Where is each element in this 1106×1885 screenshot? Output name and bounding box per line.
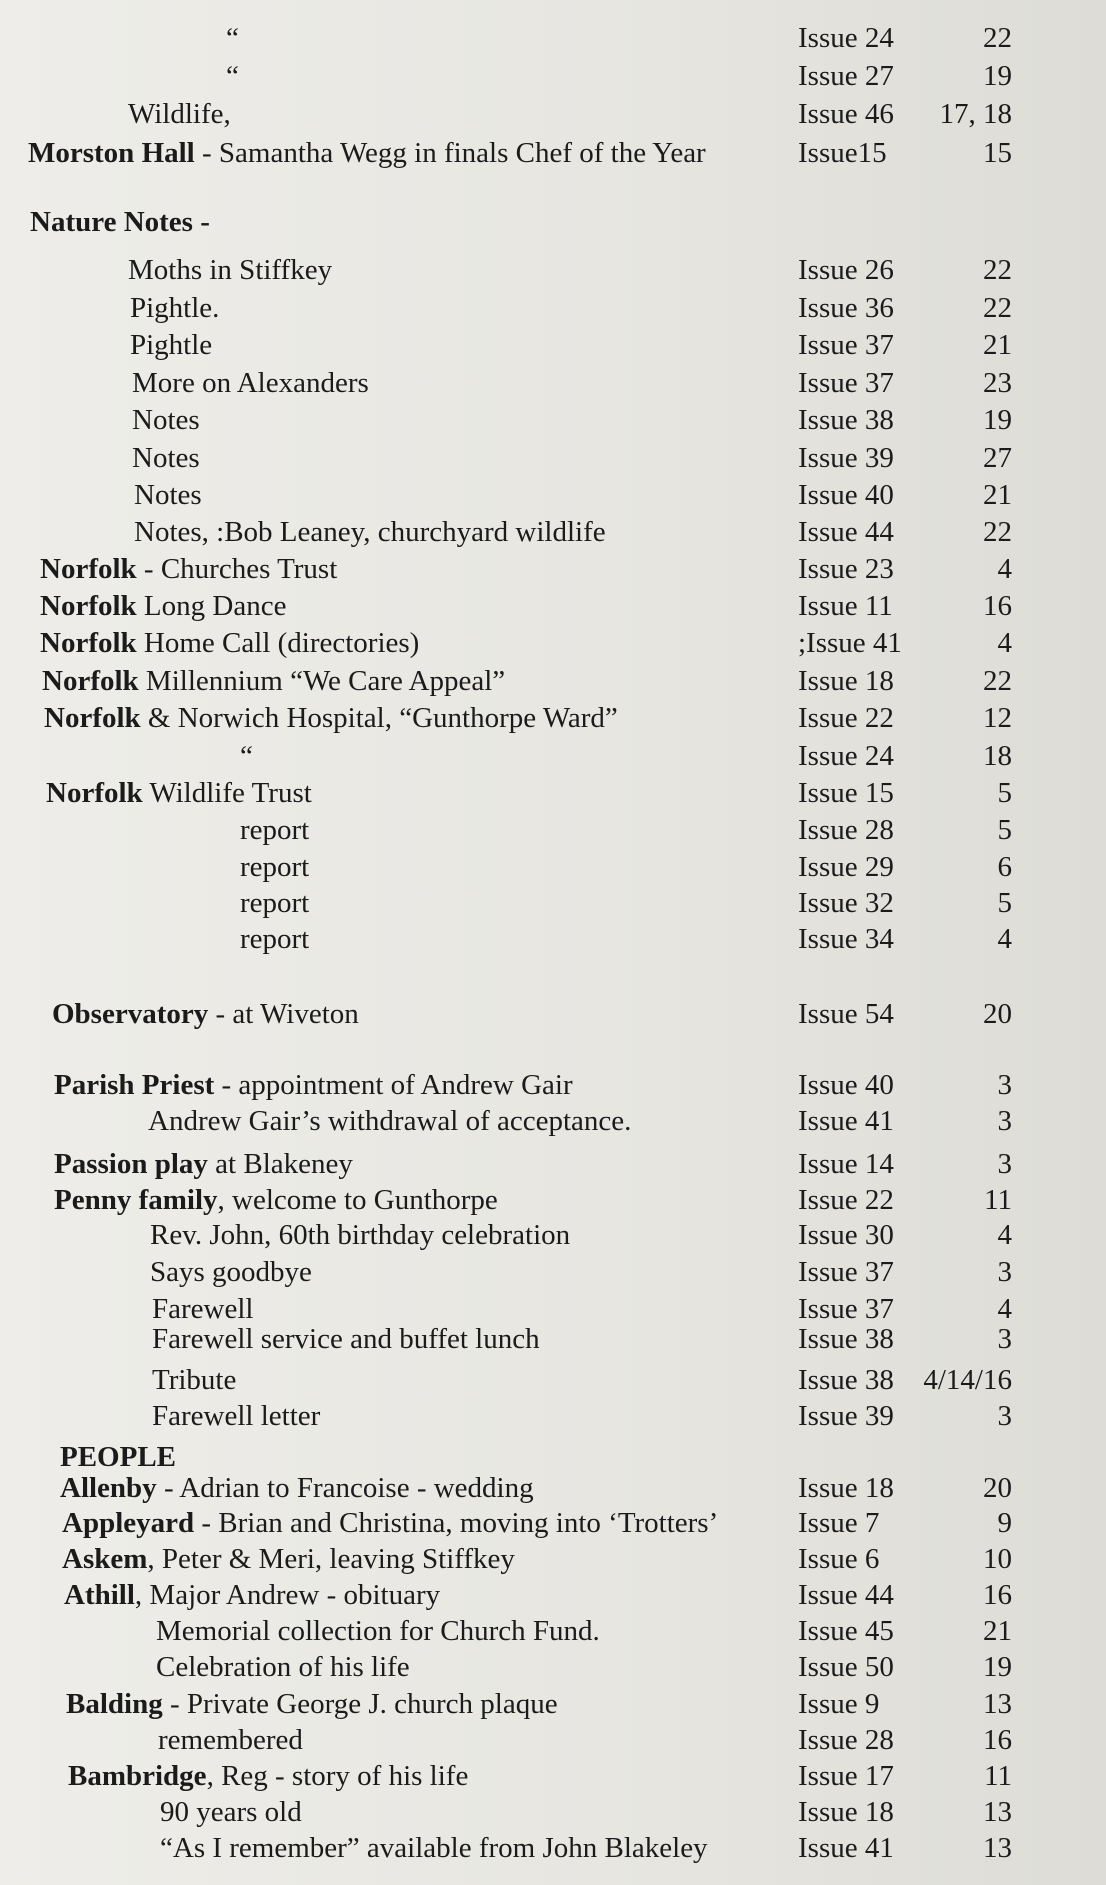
index-entry-text: [132, 365, 369, 401]
index-entry-description: Wildlife,: [128, 98, 231, 130]
index-entry-description: Farewell: [152, 1293, 254, 1325]
index-entry-text: [240, 885, 309, 921]
issue-number: Issue 45: [798, 1615, 894, 1647]
index-entry-heading: Morston Hall: [28, 137, 195, 169]
index-entry-description: - Adrian to Francoise - wedding: [156, 1472, 534, 1504]
index-entry-heading: Passion play: [54, 1148, 208, 1180]
index-entry-heading: Balding: [66, 1688, 163, 1720]
index-entry-text: [128, 96, 231, 132]
index-entry-description: - Private George J. church plaque: [162, 1688, 558, 1720]
index-entry-text: [40, 625, 419, 661]
index-entry-description: - Churches Trust: [136, 553, 338, 585]
index-entry-text: [62, 1505, 718, 1541]
issue-number: Issue 50: [798, 1651, 894, 1683]
index-row: [0, 849, 1106, 885]
page-number: 4: [997, 627, 1012, 659]
index-row: [0, 1722, 1106, 1758]
index-entry-text: [54, 1146, 353, 1182]
page-number: 3: [997, 1256, 1012, 1288]
index-entry-description: report: [240, 851, 310, 883]
page-number: 19: [983, 1651, 1012, 1683]
index-row: [0, 1103, 1106, 1139]
page-number: 22: [983, 292, 1012, 324]
index-row: [0, 440, 1106, 476]
index-entry-description: “: [240, 740, 253, 772]
index-entry-heading: Observatory: [52, 998, 209, 1030]
index-row: [0, 996, 1106, 1032]
index-row: [0, 96, 1106, 132]
issue-number: Issue 15: [798, 777, 894, 809]
index-entry-text: [128, 252, 332, 288]
issue-number: ;Issue 41: [798, 627, 902, 659]
page-number: 3: [997, 1105, 1012, 1137]
page-number: 18: [983, 740, 1012, 772]
page-number: 13: [983, 1688, 1012, 1720]
index-entry-text: [240, 849, 309, 885]
index-entry-text: [60, 1470, 534, 1506]
index-row: [0, 1362, 1106, 1398]
page-number: 13: [983, 1832, 1012, 1864]
index-entry-text: [62, 1541, 515, 1577]
issue-number: Issue 30: [798, 1219, 894, 1251]
index-entry-heading: Norfolk: [40, 553, 137, 585]
index-entry-heading: Norfolk: [46, 777, 143, 809]
index-entry-description: Notes: [132, 404, 200, 436]
index-row: [0, 625, 1106, 661]
issue-number: Issue 18: [798, 665, 894, 697]
index-entry-text: [152, 1362, 236, 1398]
issue-number: Issue 26: [798, 254, 894, 286]
index-entry-description: “As I remember” available from John Blakeley: [160, 1832, 708, 1864]
issue-number: Issue 38: [798, 1364, 894, 1396]
index-entry-text: [40, 588, 286, 624]
index-row: [0, 1649, 1106, 1685]
index-entry-description: “: [226, 22, 239, 54]
index-row: [0, 1146, 1106, 1182]
issue-number: Issue 29: [798, 851, 894, 883]
issue-number: Issue 44: [798, 516, 894, 548]
issue-number: Issue 27: [798, 60, 894, 92]
issue-number: Issue 24: [798, 740, 894, 772]
issue-number: Issue 44: [798, 1579, 894, 1611]
page-number: 3: [997, 1069, 1012, 1101]
index-row: [0, 135, 1106, 171]
index-entry-description: Celebration of his life: [156, 1651, 410, 1683]
index-row: [0, 921, 1106, 957]
page-number: 11: [984, 1184, 1012, 1216]
issue-number: Issue 28: [798, 814, 894, 846]
page-number: 17, 18: [939, 98, 1012, 130]
page-number: 22: [983, 516, 1012, 548]
index-row: [0, 1217, 1106, 1253]
issue-number: Issue 22: [798, 1184, 894, 1216]
issue-number: Issue 39: [798, 442, 894, 474]
page-number: 21: [983, 329, 1012, 361]
section-heading-people: PEOPLE: [60, 1441, 177, 1473]
index-row: [0, 1182, 1106, 1218]
issue-number: Issue 14: [798, 1148, 894, 1180]
index-entry-text: [226, 20, 239, 56]
index-row: [0, 58, 1106, 94]
index-row: [0, 252, 1106, 288]
page-number: 5: [997, 887, 1012, 919]
index-entry-text: [150, 1254, 312, 1290]
index-entry-description: Pightle.: [130, 292, 220, 324]
issue-number: Issue 7: [798, 1507, 880, 1539]
issue-number: Issue 37: [798, 367, 894, 399]
issue-number: Issue 37: [798, 329, 894, 361]
page-number: 3: [997, 1148, 1012, 1180]
page-number: 19: [983, 404, 1012, 436]
index-entry-text: [132, 402, 200, 438]
index-entry-text: [130, 290, 219, 326]
page-number: 16: [983, 1579, 1012, 1611]
issue-number: Issue 6: [798, 1543, 880, 1575]
issue-number: Issue 38: [798, 1323, 894, 1355]
index-entry-description: , Reg - story of his life: [206, 1760, 469, 1792]
page-number: 4: [997, 923, 1012, 955]
index-entry-text: [156, 1649, 410, 1685]
index-entry-text: [134, 514, 606, 550]
index-entry-text: [46, 775, 312, 811]
index-row: [0, 738, 1106, 774]
index-row: [0, 775, 1106, 811]
index-entry-heading: Norfolk: [40, 627, 137, 659]
page-number: 27: [983, 442, 1012, 474]
section-heading-nature-notes: Nature Notes -: [30, 206, 210, 238]
index-entry-description: Says goodbye: [150, 1256, 312, 1288]
issue-number: Issue 22: [798, 702, 894, 734]
page-number: 21: [983, 1615, 1012, 1647]
index-entry-description: - appointment of Andrew Gair: [214, 1069, 573, 1101]
issue-number: Issue 36: [798, 292, 894, 324]
index-entry-text: [150, 1217, 570, 1253]
issue-number: Issue 34: [798, 923, 894, 955]
index-entry-text: [226, 58, 239, 94]
page-number: 22: [983, 22, 1012, 54]
index-entry-description: More on Alexanders: [132, 367, 369, 399]
issue-number: Issue 41: [798, 1832, 894, 1864]
page-number: 23: [983, 367, 1012, 399]
issue-number: Issue 17: [798, 1760, 894, 1792]
index-row: [0, 885, 1106, 921]
issue-number: Issue 40: [798, 1069, 894, 1101]
index-entry-description: - Samantha Wegg in finals Chef of the Year: [194, 137, 706, 169]
index-entry-description: Home Call (directories): [136, 627, 420, 659]
index-entry-text: [44, 700, 618, 736]
issue-number: Issue 38: [798, 404, 894, 436]
index-row: [0, 514, 1106, 550]
index-entry-description: Notes: [132, 442, 200, 474]
page-number: 12: [983, 702, 1012, 734]
issue-number: Issue15: [798, 137, 887, 169]
index-entry-heading: Parish Priest: [54, 1069, 215, 1101]
index-entry-description: - Brian and Christina, moving into ‘Trotters’: [194, 1507, 719, 1539]
index-entry-description: Notes: [134, 479, 202, 511]
issue-number: Issue 24: [798, 22, 894, 54]
issue-number: Issue 39: [798, 1400, 894, 1432]
index-entry-heading: Norfolk: [44, 702, 141, 734]
index-entry-text: [160, 1794, 302, 1830]
index-row: [0, 663, 1106, 699]
index-row: [0, 477, 1106, 513]
index-row: [0, 1758, 1106, 1794]
index-entry-text: [54, 1067, 573, 1103]
index-entry-text: [130, 327, 212, 363]
index-entry-text: [240, 738, 253, 774]
index-entry-description: , welcome to Gunthorpe: [217, 1184, 498, 1216]
page-number: 4: [997, 1293, 1012, 1325]
issue-number: Issue 37: [798, 1256, 894, 1288]
index-row: [0, 1613, 1106, 1649]
issue-number: Issue 11: [798, 590, 893, 622]
index-entry-description: Andrew Gair’s withdrawal of acceptance.: [148, 1105, 632, 1137]
issue-number: Issue 9: [798, 1688, 880, 1720]
index-entry-description: , Major Andrew - obituary: [134, 1579, 441, 1611]
issue-number: Issue 40: [798, 479, 894, 511]
index-entry-description: Farewell service and buffet lunch: [152, 1323, 540, 1355]
index-row: [0, 1541, 1106, 1577]
index-entry-description: report: [240, 814, 310, 846]
index-row: [0, 1470, 1106, 1506]
page-number: 5: [997, 777, 1012, 809]
page-number: 3: [997, 1323, 1012, 1355]
index-row: [0, 1398, 1106, 1434]
index-row: [0, 402, 1106, 438]
index-row: [0, 1067, 1106, 1103]
index-entry-heading: Bambridge: [68, 1760, 207, 1792]
page-number: 3: [997, 1400, 1012, 1432]
issue-number: Issue 23: [798, 553, 894, 585]
index-entry-text: [156, 1613, 600, 1649]
index-entry-description: Moths in Stiffkey: [128, 254, 333, 286]
index-entry-heading: Appleyard: [62, 1507, 195, 1539]
index-entry-text: [132, 440, 200, 476]
index-entry-description: Pightle: [130, 329, 213, 361]
issue-number: Issue 18: [798, 1796, 894, 1828]
page-number: 20: [983, 998, 1012, 1030]
issue-number: Issue 18: [798, 1472, 894, 1504]
index-row: [0, 1321, 1106, 1357]
index-entry-text: [40, 551, 337, 587]
index-entry-text: [54, 1182, 498, 1218]
index-entry-heading: Penny family: [54, 1184, 218, 1216]
index-entry-text: [240, 812, 309, 848]
page-number: 19: [983, 60, 1012, 92]
issue-number: Issue 54: [798, 998, 894, 1030]
index-entry-text: [68, 1758, 468, 1794]
index-entry-description: at Blakeney: [207, 1148, 353, 1180]
index-entry-text: [240, 921, 309, 957]
index-row: [0, 588, 1106, 624]
index-entry-heading: Askem: [62, 1543, 148, 1575]
index-entry-description: Wildlife Trust: [142, 777, 312, 809]
page-number: 11: [984, 1760, 1012, 1792]
index-entry-description: & Norwich Hospital, “Gunthorpe Ward”: [140, 702, 618, 734]
index-row: [0, 1577, 1106, 1613]
index-entry-text: [66, 1686, 558, 1722]
issue-number: Issue 32: [798, 887, 894, 919]
index-entry-description: remembered: [158, 1724, 303, 1756]
index-entry-text: [158, 1722, 303, 1758]
page-number: 22: [983, 665, 1012, 697]
page-number: 16: [983, 1724, 1012, 1756]
page-number: 21: [983, 479, 1012, 511]
index-entry-description: Notes, :Bob Leaney, churchyard wildlife: [134, 516, 606, 548]
index-row: [0, 1254, 1106, 1290]
index-entry-heading: Athill: [64, 1579, 135, 1611]
index-entry-description: “: [226, 60, 239, 92]
index-entry-text: [152, 1398, 320, 1434]
page-number: 4: [997, 1219, 1012, 1251]
issue-number: Issue 37: [798, 1293, 894, 1325]
index-entry-description: - at Wiveton: [208, 998, 359, 1030]
index-row: [0, 1830, 1106, 1866]
page-number: 10: [983, 1543, 1012, 1575]
index-row: [0, 551, 1106, 587]
page-number: 20: [983, 1472, 1012, 1504]
page-number: 13: [983, 1796, 1012, 1828]
index-entry-description: Rev. John, 60th birthday celebration: [150, 1219, 571, 1251]
issue-number: Issue 28: [798, 1724, 894, 1756]
index-entry-text: [152, 1321, 540, 1357]
page-number: 4: [997, 553, 1012, 585]
index-entry-description: report: [240, 887, 310, 919]
index-entry-description: Tribute: [152, 1364, 237, 1396]
index-row: [0, 812, 1106, 848]
index-row: [0, 1686, 1106, 1722]
index-entry-text: [28, 135, 706, 171]
index-entry-heading: Allenby: [60, 1472, 157, 1504]
index-row: [0, 700, 1106, 736]
index-row: [0, 327, 1106, 363]
issue-number: Issue 46: [798, 98, 894, 130]
page-number: 4/14/16: [923, 1364, 1012, 1396]
index-entry-text: [42, 663, 505, 699]
index-entry-text: [148, 1103, 631, 1139]
index-entry-description: Long Dance: [136, 590, 287, 622]
issue-number: Issue 41: [798, 1105, 894, 1137]
index-entry-text: [160, 1830, 708, 1866]
index-entry-text: [52, 996, 359, 1032]
index-row: [0, 365, 1106, 401]
index-entry-heading: Norfolk: [42, 665, 139, 697]
index-entry-description: 90 years old: [160, 1796, 302, 1828]
index-row: [0, 20, 1106, 56]
index-entry-text: [134, 477, 202, 513]
index-entry-text: [64, 1577, 440, 1613]
page-number: 9: [997, 1507, 1012, 1539]
page-number: 15: [983, 137, 1012, 169]
index-entry-description: Millennium “We Care Appeal”: [138, 665, 506, 697]
index-entry-description: , Peter & Meri, leaving Stiffkey: [147, 1543, 515, 1575]
index-entry-description: Memorial collection for Church Fund.: [156, 1615, 600, 1647]
index-entry-description: report: [240, 923, 310, 955]
index-row: [0, 1794, 1106, 1830]
index-row: [0, 290, 1106, 326]
index-row: [0, 1505, 1106, 1541]
page-number: 16: [983, 590, 1012, 622]
page-number: 5: [997, 814, 1012, 846]
index-entry-heading: Norfolk: [40, 590, 137, 622]
page-number: 6: [997, 851, 1012, 883]
index-entry-description: Farewell letter: [152, 1400, 321, 1432]
page-number: 22: [983, 254, 1012, 286]
